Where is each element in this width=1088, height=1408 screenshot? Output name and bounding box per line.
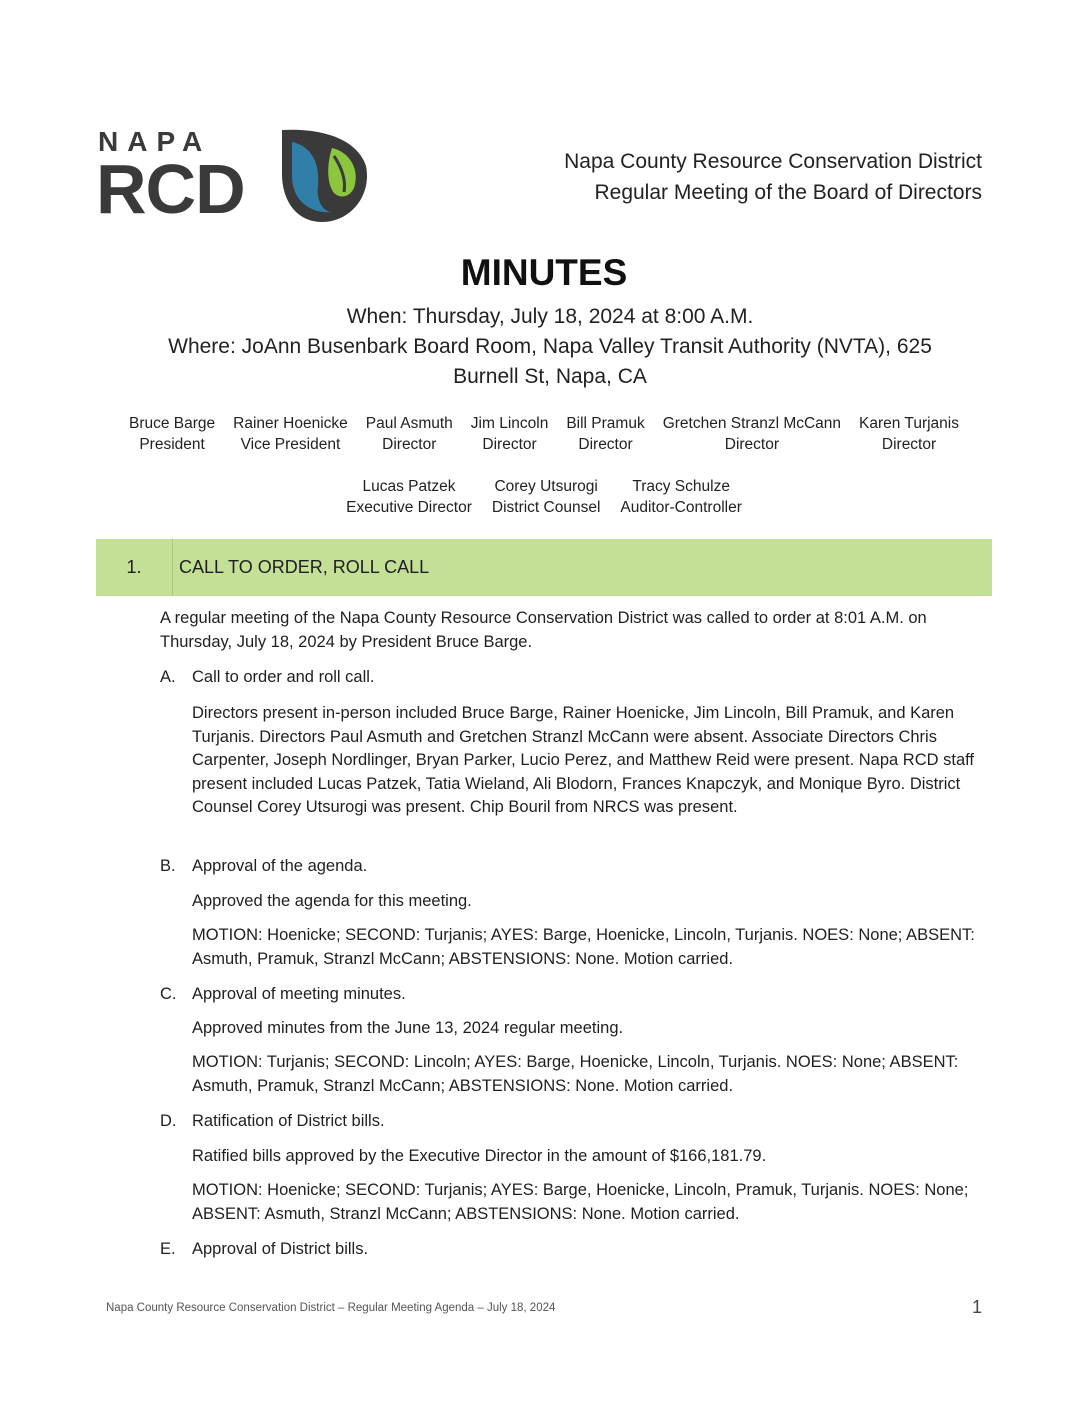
- staff-role: District Counsel: [491, 499, 601, 516]
- member-name: Rainer Hoenicke: [233, 415, 348, 432]
- meeting-when: When: Thursday, July 18, 2024 at 8:00 A.M.: [346, 305, 754, 328]
- board-member: [557, 413, 653, 455]
- item-b-text: Approved the agenda for this meeting.: [192, 892, 472, 910]
- item-label: Approval of meeting minutes.: [192, 985, 406, 1003]
- member-name: Karen Turjanis: [859, 415, 959, 432]
- intro-paragraph: A regular meeting of the Napa County Resource Conservation District was called to order at 8:01 A.M. on Thursday, July 18, 2024 by President Bruce Barge.: [160, 609, 927, 651]
- org-name: Napa County Resource Conservation District: [564, 150, 982, 173]
- member-role: Director: [724, 436, 780, 453]
- meeting-where-line2: Burnell St, Napa, CA: [453, 365, 647, 388]
- member-role: Vice President: [240, 436, 341, 453]
- napa-rcd-logo: [96, 126, 376, 226]
- item-letter: E.: [160, 1240, 176, 1258]
- staff-member: [610, 476, 751, 518]
- board-member: [224, 413, 357, 455]
- page-number: 1: [971, 1297, 982, 1317]
- member-role: Director: [578, 436, 633, 453]
- item-label: Ratification of District bills.: [192, 1112, 385, 1130]
- member-name: Paul Asmuth: [365, 415, 453, 432]
- leaf-water-drop-icon: [276, 126, 372, 226]
- item-letter: C.: [160, 985, 177, 1003]
- member-name: Jim Lincoln: [470, 415, 549, 432]
- item-a-text: Directors present in-person included Bruce Barge, Rainer Hoenicke, Jim Lincoln, Bill Pramuk, and Karen Turjanis. Directors Paul Asmuth and Gretchen Stranzl McCann were absent. Associate Directors Chris Carpenter, Joseph Nordlinger, Bryan Parker, Lucio Perez, and Matthew Reid were present. Napa RCD staff present included Lucas Patzek, Tatia Wieland, Ali Blodorn, Frances Knapczyk, and Monique Byro. District Counsel Corey Utsurogi was present. Chip Bouril from NRCS was present.: [192, 704, 975, 816]
- logo-rcd-text: RCD: [96, 150, 245, 228]
- item-letter: B.: [160, 857, 176, 875]
- member-name: Bruce Barge: [129, 415, 216, 432]
- member-name: Bill Pramuk: [566, 415, 645, 432]
- item-letter: D.: [160, 1112, 177, 1130]
- staff-role: Auditor-Controller: [620, 499, 742, 516]
- section-title: CALL TO ORDER, ROLL CALL: [179, 557, 430, 577]
- staff-name: Corey Utsurogi: [494, 478, 598, 495]
- meeting-details: [110, 302, 990, 392]
- staff-member: [482, 476, 611, 518]
- org-header: [564, 146, 982, 208]
- member-role: Director: [881, 436, 937, 453]
- board-member: [120, 413, 224, 455]
- member-role: Director: [482, 436, 537, 453]
- section-header: [96, 539, 992, 596]
- meeting-where-line1: Where: JoAnn Busenbark Board Room, Napa Valley Transit Authority (NVTA), 625: [168, 335, 932, 358]
- item-b-motion: MOTION: Hoenicke; SECOND: Turjanis; AYES: Barge, Hoenicke, Lincoln, Turjanis. NOES: None; ABSENT: Asmuth, Pramuk, Stranzl McCann; ABSTENSIONS: None. Motion carried.: [192, 926, 975, 968]
- member-role: Director: [382, 436, 437, 453]
- board-roster: [96, 413, 992, 455]
- page-title: MINUTES: [460, 252, 628, 293]
- board-member: [357, 413, 462, 455]
- logo-napa-text: NAPA: [98, 126, 212, 157]
- member-role: President: [139, 436, 205, 453]
- item-letter: A.: [160, 668, 176, 686]
- board-member: [850, 413, 968, 455]
- staff-member: [336, 476, 482, 518]
- board-member: [462, 413, 558, 455]
- board-member: [654, 413, 850, 455]
- item-label: Approval of District bills.: [192, 1240, 369, 1258]
- member-name: Gretchen Stranzl McCann: [662, 415, 842, 432]
- staff-role: Executive Director: [346, 499, 472, 516]
- page-footer: Napa County Resource Conservation District – Regular Meeting Agenda – July 18, 2024: [106, 1302, 556, 1314]
- item-c-motion: MOTION: Turjanis; SECOND: Lincoln; AYES: Barge, Hoenicke, Lincoln, Turjanis. NOES: None; ABSENT: Asmuth, Pramuk, Stranzl McCann; ABSTENSIONS: None. Motion carried.: [192, 1053, 959, 1095]
- staff-name: Lucas Patzek: [362, 478, 456, 495]
- item-label: Call to order and roll call.: [192, 668, 375, 686]
- section-number: 1.: [96, 539, 173, 596]
- item-c-text: Approved minutes from the June 13, 2024 regular meeting.: [192, 1019, 624, 1037]
- staff-name: Tracy Schulze: [632, 478, 730, 495]
- item-d-text: Ratified bills approved by the Executive Director in the amount of $166,181.79.: [192, 1147, 767, 1165]
- staff-roster: [96, 476, 992, 518]
- item-label: Approval of the agenda.: [192, 857, 368, 875]
- item-d-motion: MOTION: Hoenicke; SECOND: Turjanis; AYES: Barge, Hoenicke, Lincoln, Pramuk, Turjanis. NOES: None; ABSENT: Asmuth, Stranzl McCann; ABSTENSIONS: None. Motion carried.: [192, 1181, 969, 1223]
- meeting-type: Regular Meeting of the Board of Directors: [594, 181, 982, 204]
